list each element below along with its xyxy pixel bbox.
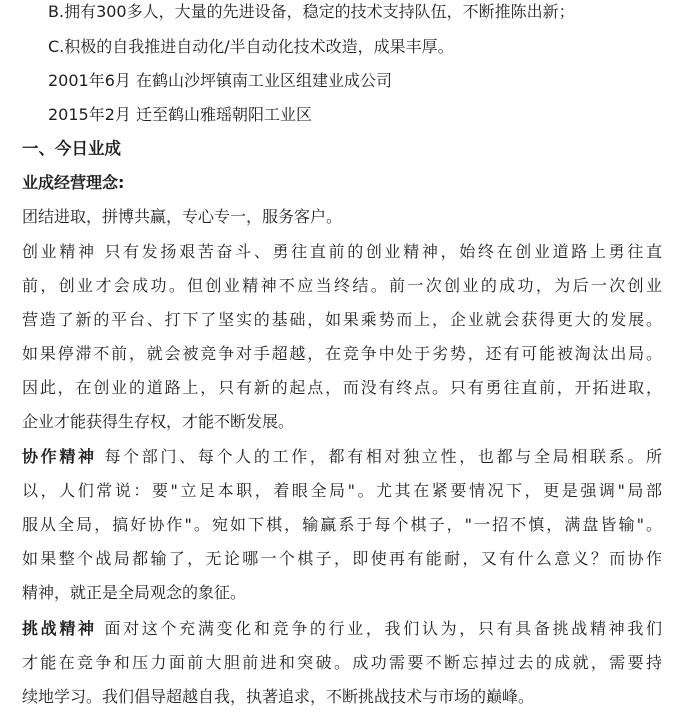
- challenge-line-2: 才能在竞争和压力面前大胆前进和突破。成功需要不断忘掉过去的成就，需要持: [22, 653, 662, 672]
- entrepreneurship-line-5: 因此，在创业的道路上，只有新的起点，而没有终点。只有勇往直前，开拓进取，: [22, 378, 662, 397]
- history-2001: 2001年6月 在鹤山沙坪镇南工业区组建业成公司: [48, 71, 392, 90]
- challenge-label: 挑战精神: [22, 619, 97, 638]
- entrepreneurship-line-1: 创业精神 只有发扬艰苦奋斗、勇往直前的创业精神，始终在创业道路上勇往直: [22, 242, 662, 261]
- cooperation-line-1: [22, 440, 662, 474]
- challenge-line-1: [22, 612, 662, 646]
- intro-item-c: C.积极的自我推进自动化/半自动化技术改造，成果丰厚。: [48, 37, 454, 56]
- cooperation-label: 协作精神: [22, 447, 97, 466]
- philosophy-heading: 业成经营理念:: [22, 173, 125, 192]
- challenge-first-line-text: 面对这个充满变化和竞争的行业，我们认为，只有具备挑战精神我们: [96, 619, 662, 638]
- philosophy-motto: 团结进取，拼博共赢，专心专一，服务客户。: [22, 207, 343, 226]
- entrepreneurship-line-3: 营造了新的平台、打下了坚实的基础，如果乘势而上，企业就会获得更大的发展。: [22, 310, 662, 329]
- entrepreneurship-line-2: 前，创业才会成功。但创业精神不应当终结。前一次创业的成功，为后一次创业: [22, 276, 662, 295]
- cooperation-line-2: 以，人们常说：要"立足本职，着眼全局"。尤其在紧要情况下，更是强调"局部: [22, 481, 662, 500]
- cooperation-line-3: 服从全局，搞好协作"。宛如下棋，输赢系于每个棋子，"一招不慎，满盘皆输"。: [22, 515, 662, 534]
- section-title: 一、今日业成: [22, 139, 121, 158]
- entrepreneurship-line-6: 企业才能获得生存权，才能不断发展。: [22, 412, 295, 431]
- intro-item-b: B.拥有300多人，大量的先进设备，稳定的技术支持队伍，不断推陈出新；: [48, 2, 575, 21]
- challenge-line-3: 续地学习。我们倡导超越自我，执著追求，不断挑战技术与市场的巅峰。: [22, 687, 535, 706]
- cooperation-line-4: 如果整个战局都输了，无论哪一个棋子，即使再有能耐，又有什么意义？而协作: [22, 549, 662, 568]
- entrepreneurship-line-4: 如果停滞不前，就会被竞争对手超越，在竞争中处于劣势，还有可能被淘汰出局。: [22, 344, 662, 363]
- history-2015: 2015年2月 迁至鹤山雅瑶朝阳工业区: [48, 105, 312, 124]
- cooperation-line-5: 精神，就正是全局观念的象征。: [22, 583, 247, 602]
- cooperation-first-line-text: 每个部门、每个人的工作，都有相对独立性，也都与全局相联系。所: [96, 447, 662, 466]
